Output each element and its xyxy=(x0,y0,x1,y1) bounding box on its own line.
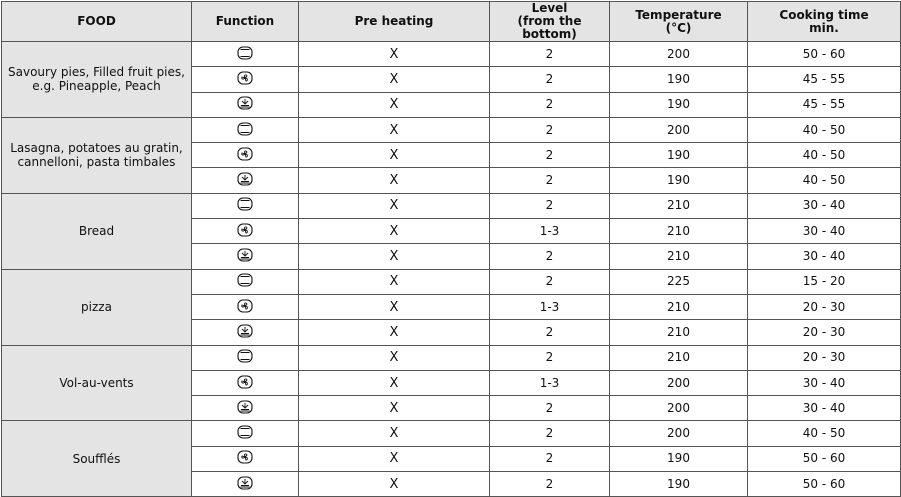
header-level xyxy=(490,2,610,42)
cooking-time-cell: 20 - 30 xyxy=(748,320,901,345)
header-temperature-line2: (°C) xyxy=(665,20,692,35)
preheating-cell: X xyxy=(299,370,490,395)
level-cell: 2 xyxy=(490,143,610,168)
temperature-cell: 210 xyxy=(610,193,748,218)
temperature-cell: 190 xyxy=(610,67,748,92)
food-name-line: Bread xyxy=(78,224,115,239)
cooking-time-cell: 40 - 50 xyxy=(748,168,901,193)
food-name-line: pizza xyxy=(81,300,112,315)
food-cell xyxy=(2,269,192,345)
cooking-time-cell: 45 - 55 xyxy=(748,67,901,92)
temperature-cell: 200 xyxy=(610,370,748,395)
temperature-cell: 210 xyxy=(610,320,748,345)
header-time-line1: Cooking time xyxy=(779,7,869,22)
cooking-table xyxy=(1,1,901,497)
temperature-cell: 210 xyxy=(610,219,748,244)
preheating-cell: X xyxy=(299,294,490,319)
level-cell: 2 xyxy=(490,168,610,193)
preheating-cell: X xyxy=(299,117,490,142)
temperature-cell: 210 xyxy=(610,244,748,269)
level-cell: 2 xyxy=(490,193,610,218)
table-row xyxy=(2,117,901,142)
preheating-cell: X xyxy=(299,143,490,168)
preheating-cell: X xyxy=(299,269,490,294)
function-cell xyxy=(192,421,299,446)
food-name-line: Vol-au-vents xyxy=(59,376,134,390)
cooking-time-cell: 40 - 50 xyxy=(748,117,901,142)
function-cell xyxy=(192,472,299,497)
food-name-line: cannelloni, pasta timbales xyxy=(17,155,176,170)
function-cell xyxy=(192,244,299,269)
table-body xyxy=(2,42,901,497)
header-temperature-line1: Temperature xyxy=(635,7,722,22)
level-cell: 2 xyxy=(490,42,610,67)
level-cell: 2 xyxy=(490,92,610,117)
fan-oven-icon xyxy=(237,223,253,240)
fan-bottom-heat-icon xyxy=(237,476,253,493)
fan-bottom-heat-icon xyxy=(237,172,253,189)
fan-bottom-heat-icon xyxy=(237,96,253,113)
fan-bottom-heat-icon xyxy=(237,248,253,265)
food-cell xyxy=(2,421,192,497)
fan-oven-icon xyxy=(237,147,253,164)
cooking-time-cell: 40 - 50 xyxy=(748,143,901,168)
table-row xyxy=(2,42,901,67)
level-cell: 2 xyxy=(490,269,610,294)
cooking-time-cell: 30 - 40 xyxy=(748,193,901,218)
fan-oven-icon xyxy=(237,450,253,467)
conventional-oven-icon xyxy=(237,46,253,63)
temperature-cell: 190 xyxy=(610,143,748,168)
cooking-time-cell: 50 - 60 xyxy=(748,42,901,67)
header-function: Function xyxy=(192,2,299,42)
food-cell xyxy=(2,42,192,118)
header-food: FOOD xyxy=(2,2,192,42)
function-cell xyxy=(192,370,299,395)
preheating-cell: X xyxy=(299,396,490,421)
preheating-cell: X xyxy=(299,67,490,92)
level-cell: 2 xyxy=(490,421,610,446)
header-preheating: Pre heating xyxy=(299,2,490,42)
temperature-cell: 190 xyxy=(610,446,748,471)
preheating-cell: X xyxy=(299,92,490,117)
food-cell xyxy=(2,193,192,269)
conventional-oven-icon xyxy=(237,122,253,139)
function-cell xyxy=(192,219,299,244)
table-row xyxy=(2,345,901,370)
conventional-oven-icon xyxy=(237,197,253,214)
fan-oven-icon xyxy=(237,299,253,316)
preheating-cell: X xyxy=(299,244,490,269)
table-row xyxy=(2,421,901,446)
cooking-time-cell: 30 - 40 xyxy=(748,396,901,421)
function-cell xyxy=(192,320,299,345)
function-cell xyxy=(192,446,299,471)
food-name-line: Soufflés xyxy=(72,451,121,466)
level-cell: 1-3 xyxy=(490,219,610,244)
header-level-line2: (from the bottom) xyxy=(517,14,582,41)
header-time-line2: min. xyxy=(809,20,839,35)
level-cell: 2 xyxy=(490,345,610,370)
preheating-cell: X xyxy=(299,421,490,446)
level-cell: 2 xyxy=(490,446,610,471)
level-cell: 2 xyxy=(490,320,610,345)
function-cell xyxy=(192,143,299,168)
cooking-time-cell: 20 - 30 xyxy=(748,345,901,370)
fan-bottom-heat-icon xyxy=(237,324,253,341)
cooking-time-cell: 20 - 30 xyxy=(748,294,901,319)
preheating-cell: X xyxy=(299,193,490,218)
conventional-oven-icon xyxy=(237,273,253,290)
food-name-line: Savoury pies, Filled fruit pies, xyxy=(8,65,185,80)
preheating-cell: X xyxy=(299,472,490,497)
fan-oven-icon xyxy=(237,71,253,88)
cooking-time-cell: 45 - 55 xyxy=(748,92,901,117)
temperature-cell: 225 xyxy=(610,269,748,294)
cooking-time-cell: 15 - 20 xyxy=(748,269,901,294)
conventional-oven-icon xyxy=(237,349,253,366)
level-cell: 2 xyxy=(490,244,610,269)
header-row xyxy=(2,2,901,42)
header-temperature xyxy=(610,2,748,42)
function-cell xyxy=(192,67,299,92)
preheating-cell: X xyxy=(299,42,490,67)
header-level-line1: Level xyxy=(531,1,568,15)
cooking-time-cell: 30 - 40 xyxy=(748,370,901,395)
cooking-time-cell: 50 - 60 xyxy=(748,446,901,471)
fan-oven-icon xyxy=(237,375,253,392)
temperature-cell: 190 xyxy=(610,168,748,193)
preheating-cell: X xyxy=(299,219,490,244)
level-cell: 2 xyxy=(490,396,610,421)
temperature-cell: 190 xyxy=(610,472,748,497)
level-cell: 2 xyxy=(490,67,610,92)
temperature-cell: 200 xyxy=(610,421,748,446)
level-cell: 2 xyxy=(490,472,610,497)
cooking-time-cell: 30 - 40 xyxy=(748,244,901,269)
function-cell xyxy=(192,345,299,370)
conventional-oven-icon xyxy=(237,425,253,442)
temperature-cell: 200 xyxy=(610,42,748,67)
fan-bottom-heat-icon xyxy=(237,400,253,417)
function-cell xyxy=(192,193,299,218)
cooking-time-cell: 40 - 50 xyxy=(748,421,901,446)
header-cooking-time xyxy=(748,2,901,42)
function-cell xyxy=(192,269,299,294)
function-cell xyxy=(192,168,299,193)
temperature-cell: 200 xyxy=(610,117,748,142)
level-cell: 1-3 xyxy=(490,370,610,395)
cooking-time-cell: 30 - 40 xyxy=(748,219,901,244)
temperature-cell: 210 xyxy=(610,294,748,319)
function-cell xyxy=(192,42,299,67)
food-cell xyxy=(2,117,192,193)
temperature-cell: 200 xyxy=(610,396,748,421)
table-row xyxy=(2,269,901,294)
temperature-cell: 190 xyxy=(610,92,748,117)
food-name-line: Lasagna, potatoes au gratin, xyxy=(10,141,183,156)
preheating-cell: X xyxy=(299,168,490,193)
table-row xyxy=(2,193,901,218)
function-cell xyxy=(192,396,299,421)
food-name-line: e.g. Pineapple, Peach xyxy=(32,79,161,94)
preheating-cell: X xyxy=(299,320,490,345)
food-cell xyxy=(2,345,192,421)
level-cell: 1-3 xyxy=(490,294,610,319)
cooking-time-cell: 50 - 60 xyxy=(748,472,901,497)
level-cell: 2 xyxy=(490,117,610,142)
temperature-cell: 210 xyxy=(610,345,748,370)
function-cell xyxy=(192,294,299,319)
function-cell xyxy=(192,117,299,142)
preheating-cell: X xyxy=(299,446,490,471)
function-cell xyxy=(192,92,299,117)
preheating-cell: X xyxy=(299,345,490,370)
